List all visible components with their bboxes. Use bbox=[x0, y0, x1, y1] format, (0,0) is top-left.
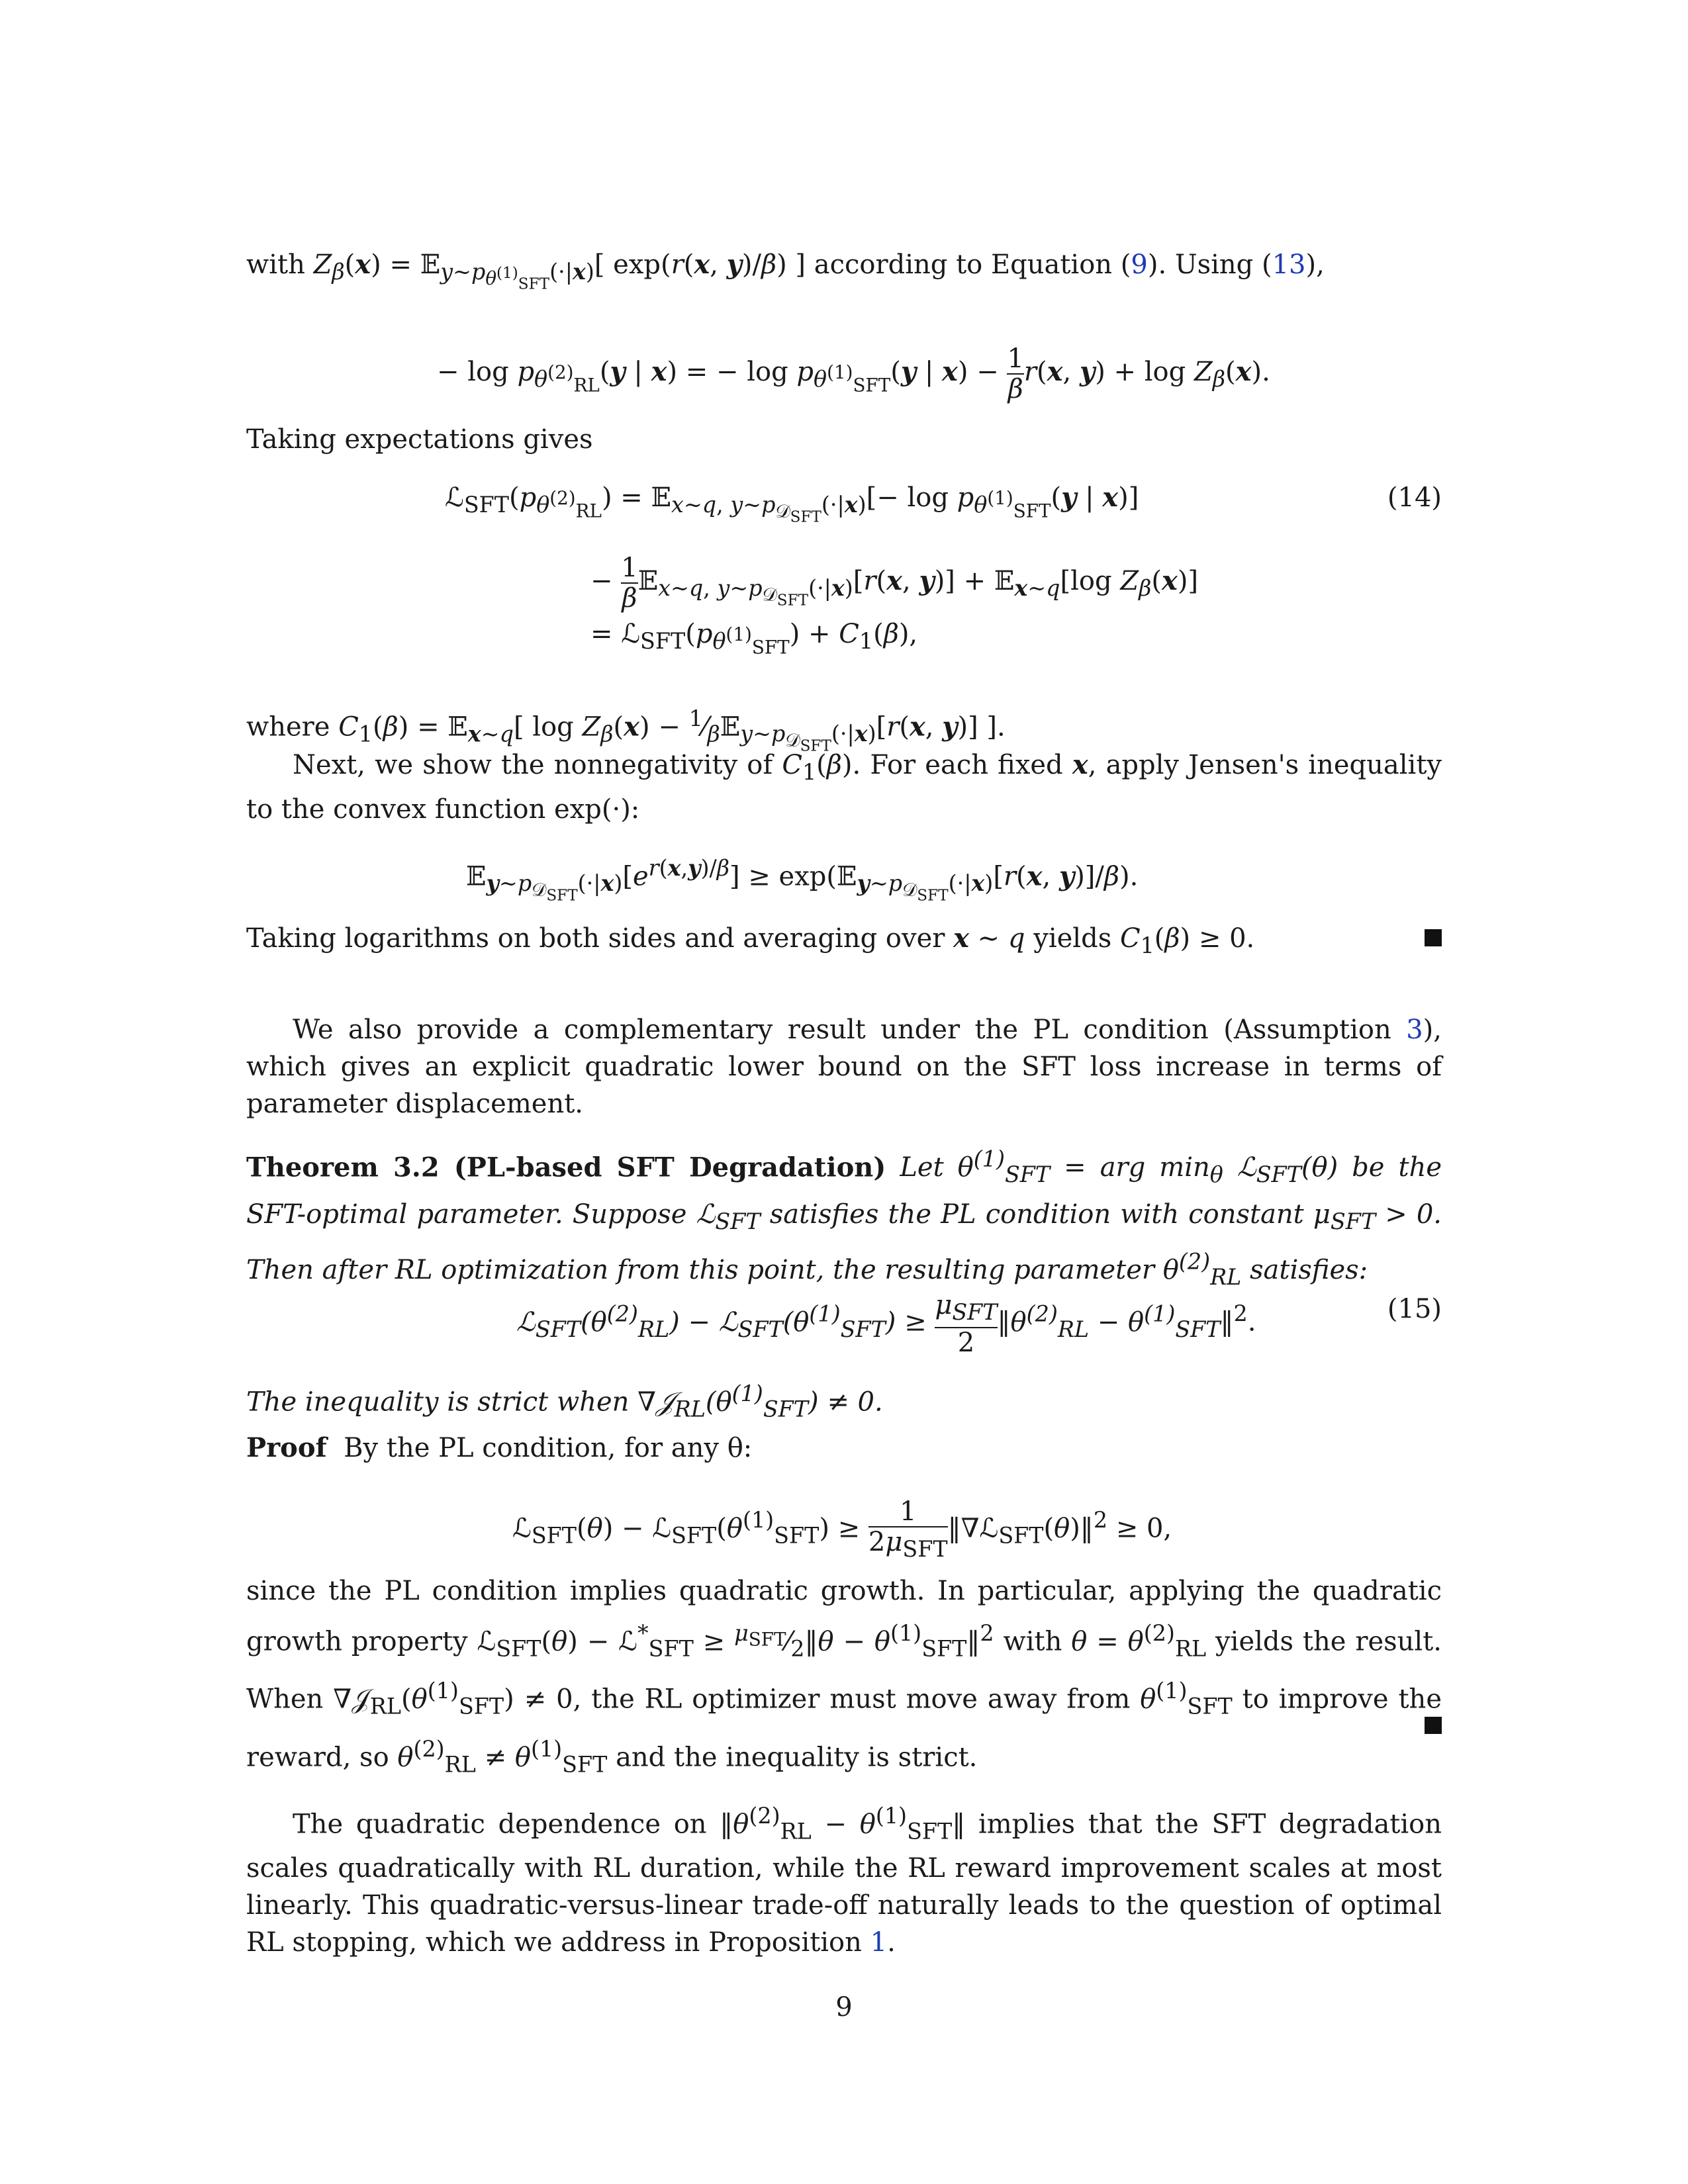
equation-15-number: (15) bbox=[1387, 1294, 1442, 1324]
taking-expectations: Taking expectations gives bbox=[246, 424, 593, 455]
equation-14-number: (14) bbox=[1387, 482, 1442, 513]
logarithms-line: Taking logarithms on both sides and averaging over x ∼ q yields $C_1(\beta) \ge 0$. bbox=[246, 923, 1255, 958]
page-number: 9 bbox=[835, 1992, 853, 2023]
equation-14-line-1: $ℒ_{SFT}(p_{\theta^{(2)}_{RL}})$ = 𝔼$_{x\sim q, y\sim p_{𝒟_{SFT}}(\cdot|x)}$[− $\log p_{\theta^{(1)}_{SFT}}(y$ | x)] bbox=[445, 482, 1139, 526]
ref-assumption3[interactable]: 3 bbox=[1406, 1015, 1423, 1045]
qed-square-2 bbox=[1425, 1717, 1442, 1734]
proof-intro bbox=[246, 1430, 1442, 1467]
equation-jensen: $𝔼_{y\sim p_{𝒟_{SFT}}(\cdot|x)}[e^{r(x,y)/\beta}]$ ≥ exp(𝔼$_{y\sim p_{𝒟_{SFT}}(\cdot|x)}$[r(x, y)]/β). bbox=[466, 855, 1139, 905]
where-line: where $C_1(\beta)$ = 𝔼$_{x\sim q}$[ $\log Z_\beta(x)$ − $^1⁄_\beta 𝔼_{y\sim p_{𝒟_{SFT}}(\cdot|x)}[r(x$, y)] ]. bbox=[246, 705, 1006, 755]
proof-intro-text: By the PL condition, for any θ: bbox=[344, 1433, 753, 1463]
complementary-paragraph: We also provide a complementary result under the PL condition (Assumption 3), which gives an explicit quadratic lower bound on the SFT loss increase in terms of parameter displacement. bbox=[246, 1015, 1442, 1119]
equation-pl: ℒ$_{SFT}$(θ) − $ℒ_{SFT}(\theta^{(1)}_{SFT})$ ≥ 1 $2\mu_{SFT}$ ‖∇ℒ$_{SFT}$(θ)‖$^2$ ≥ 0, bbox=[512, 1496, 1172, 1562]
theorem-3-2: Theorem 3.2 (PL-based SFT Degradation) Let $\theta^{(1)}_{SFT}$ = arg $\min_\theta$ ℒ$_{SFT}$(θ) be the SFT-optimal parameter. Suppose ℒ$_{SFT}$ satisfies the PL condition with constant $\mu_{SFT} > 0$. Then after RL optimization from this point, the resulting parameter $\theta^{(2)}_{RL}$ satisfies: bbox=[246, 1146, 1442, 1290]
intro-line: with $Z_\beta(x)$ = 𝔼$_{y\sim p_{\theta^{(1)}_{SFT}}(\cdot|x)}$[ exp(r(x, y)/β) ] according to Equation (9). Using (13), bbox=[246, 249, 1325, 293]
strict-line: The inequality is strict when $\nabla 𝒥_{RL}(\theta^{(1)}_{SFT}) \ne 0$. bbox=[246, 1381, 883, 1422]
proof-label: Proof bbox=[246, 1432, 327, 1463]
equation-15: $ℒ_{SFT}(\theta^{(2)}_{RL})$ − $ℒ_{SFT}(\theta^{(1)}_{SFT})$ ≥ $\mu_{SFT}$ 2 $‖\theta^{(2)}_{RL}$ − $\theta^{(1)}_{SFT}‖^2$. bbox=[516, 1290, 1256, 1358]
equation-14-line-3: = $ℒ_{SFT}(p_{\theta^{(1)}_{SFT}}) + C_1(\beta)$, bbox=[590, 619, 918, 659]
ref-eq13[interactable]: 13 bbox=[1272, 250, 1306, 280]
equation-14-line-2: − $\frac{1}{\beta}$ 𝔼$_{x\sim q, y\sim p_{𝒟_{SFT}}(\cdot|x)}$[r(x, y)] + 𝔼$_{x\sim q}$[log $Z_\beta(x)$] bbox=[590, 553, 1199, 614]
theorem-title: Theorem 3.2 (PL-based SFT Degradation) bbox=[246, 1152, 886, 1183]
qed-square bbox=[1425, 929, 1442, 946]
quadratic-paragraph: The quadratic dependence on $‖\theta^{(2)}_{RL}$ − $\theta^{(1)}_{SFT}‖$ implies that the SFT degradation scales quadratically with RL duration, while the RL reward improvement scales at most linearly. This quadratic-versus-linear trade-off naturally leads to the question of optimal RL stopping, which we address in Proposition 1. bbox=[246, 1803, 1442, 1958]
proof-body: since the PL condition implies quadratic growth. In particular, applying the quadratic growth property ℒ$_{SFT}$(θ) − ℒ*$_{SFT}$ ≥ $^{\mu_{SFT}}⁄_2‖\theta$ − $\theta^{(1)}_{SFT}‖^2$ with $\theta = \theta^{(2)}_{RL}$ yields the result. When $\nabla 𝒥_{RL}(\theta^{(1)}_{SFT}) \ne 0$, the RL optimizer must move away from $\theta^{(1)}_{SFT}$ to improve the reward, so $\theta^{(2)}_{RL} \ne \theta^{(1)}_{SFT}$ and the inequality is strict. bbox=[246, 1576, 1442, 1777]
ref-eq9[interactable]: 9 bbox=[1131, 250, 1148, 280]
ref-proposition1[interactable]: 1 bbox=[870, 1927, 888, 1958]
nonnegativity-paragraph: Next, we show the nonnegativity of $C_1(\beta)$. For each fixed x, apply Jensen's inequality to the convex function exp(·): bbox=[246, 749, 1442, 825]
equation-neglog: − $\log p_{\theta^{(2)}_{RL}}(y$ | x) = − $\log p_{\theta^{(1)}_{SFT}}(y$ | x) − $\frac{1}{\beta}$ r(x, $y) + \log Z_\beta(x)$. bbox=[437, 343, 1270, 404]
